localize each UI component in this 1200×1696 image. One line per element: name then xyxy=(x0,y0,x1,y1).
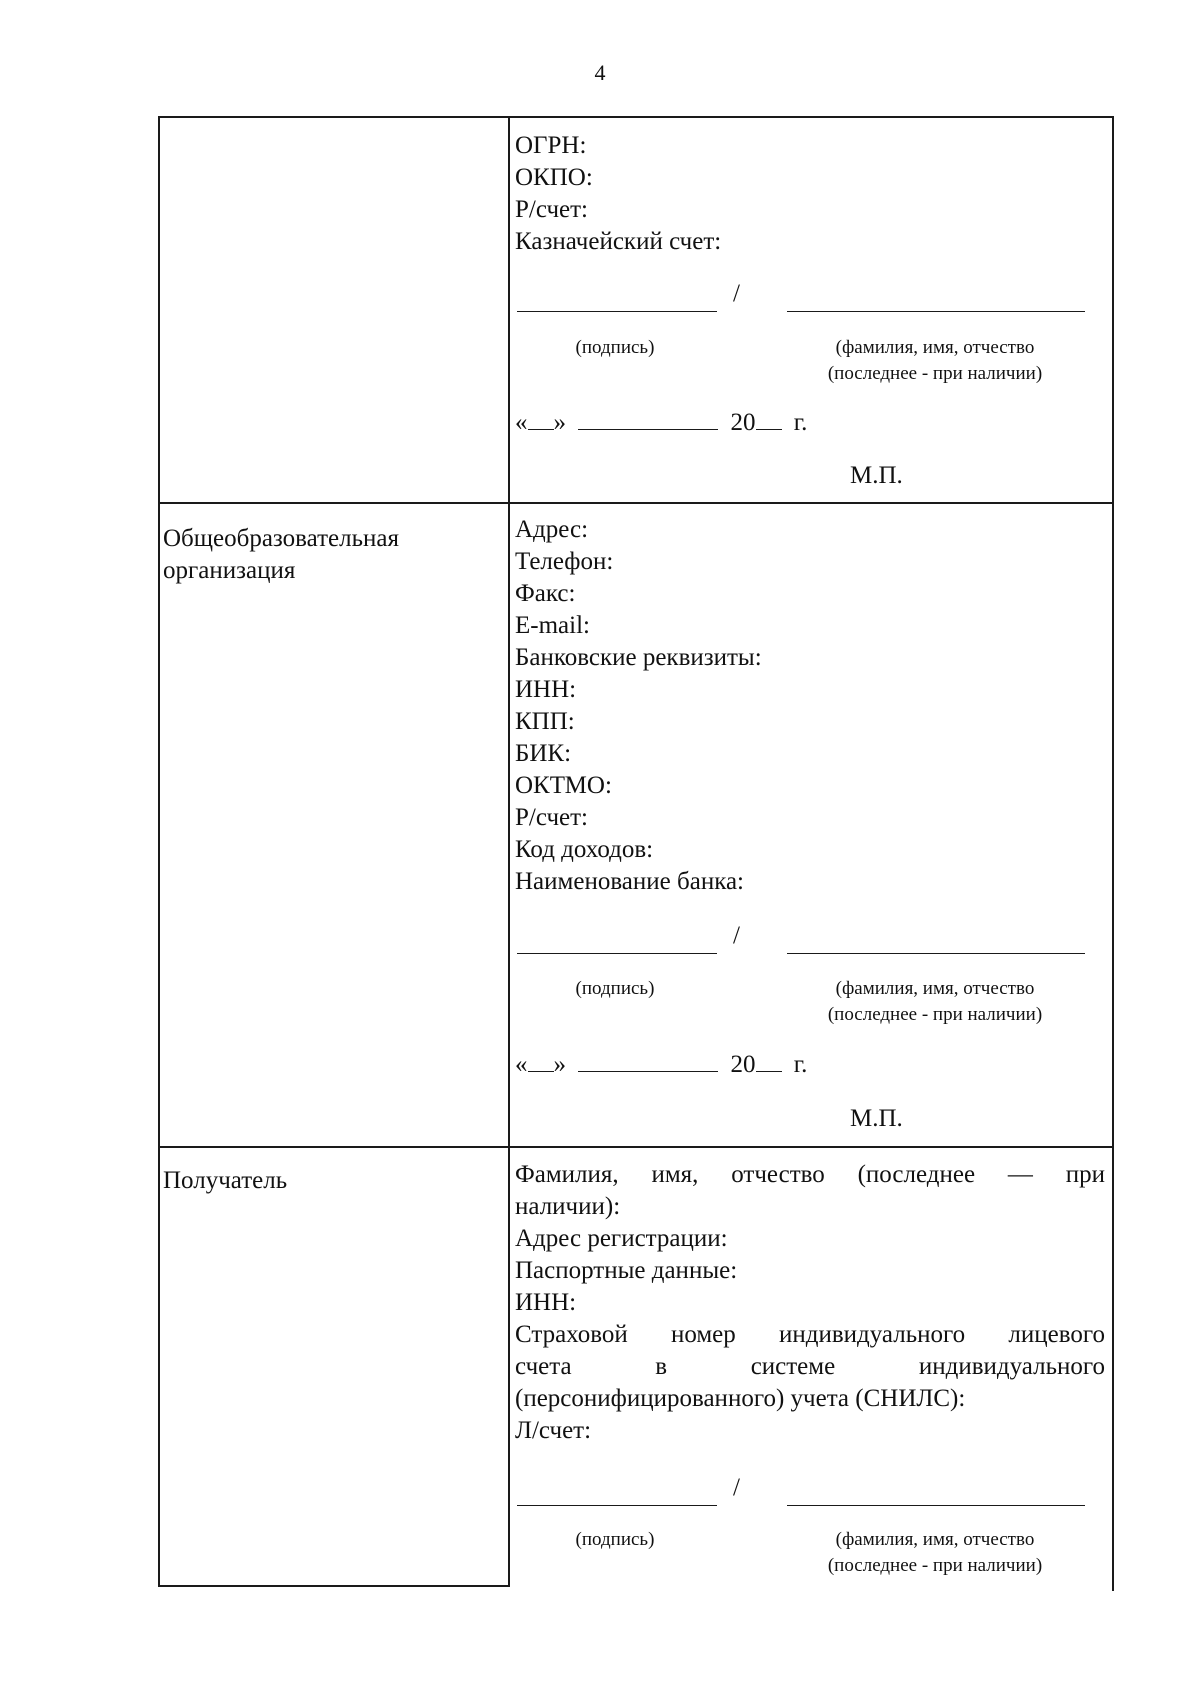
personal-account-field: Л/счет: xyxy=(515,1417,592,1444)
snils-field-line2: счета в системе индивидуального xyxy=(515,1353,1105,1380)
row-divider-2 xyxy=(158,1146,1114,1148)
page-number: 4 xyxy=(594,60,606,85)
income-code-field: Код доходов: xyxy=(515,836,654,863)
fio-field-line1: Фамилия, имя, отчество (последнее — при xyxy=(515,1161,1105,1188)
okpo-field: ОКПО: xyxy=(515,164,593,191)
kpp-field: КПП: xyxy=(515,708,575,735)
fio-field-line2: наличии): xyxy=(515,1193,621,1220)
row3-name-caption: (фамилия, имя, отчество (последнее - при наличии) xyxy=(827,1529,1043,1576)
row-divider-1 xyxy=(158,502,1114,504)
row3-signature-caption: (подпись) xyxy=(575,1529,655,1550)
table-column-divider xyxy=(508,116,510,1587)
row1-signature-line xyxy=(517,311,717,312)
row3-label: Получатель xyxy=(163,1167,288,1194)
row3-signature-line xyxy=(517,1505,717,1506)
phone-field: Телефон: xyxy=(515,548,614,575)
registration-address-field: Адрес регистрации: xyxy=(515,1225,728,1252)
treasury-account-field: Казначейский счет: xyxy=(515,228,722,255)
row2-label: Общеобразовательная организация xyxy=(163,525,399,584)
row1-name-line xyxy=(787,311,1085,312)
row1-date-line: « » 20 г. xyxy=(515,409,808,436)
row2-fields xyxy=(515,514,762,898)
email-field: E-mail: xyxy=(515,612,590,639)
bank-name-field: Наименование банка: xyxy=(515,868,745,895)
fax-field: Факс: xyxy=(515,580,576,607)
row2-date-line: « » 20 г. xyxy=(515,1051,808,1078)
row2-name-line xyxy=(787,953,1085,954)
row2-name-caption: (фамилия, имя, отчество (последнее - при наличии) xyxy=(827,978,1043,1025)
row2-stamp-placeholder: М.П. xyxy=(850,1105,903,1132)
address-field: Адрес: xyxy=(515,516,589,543)
bank-details-field: Банковские реквизиты: xyxy=(515,644,762,671)
row2-signature-caption: (подпись) xyxy=(575,978,655,999)
row3-fields xyxy=(515,1159,1105,1447)
table-left-border xyxy=(158,116,160,1587)
recipient-inn-field: ИНН: xyxy=(515,1289,577,1316)
table-top-border xyxy=(158,116,1114,118)
row3-name-line xyxy=(787,1505,1085,1506)
row1-slash: / xyxy=(733,280,740,307)
passport-field: Паспортные данные: xyxy=(515,1257,738,1284)
row1-fields xyxy=(515,130,721,258)
row1-stamp-placeholder: М.П. xyxy=(850,462,903,489)
row1-signature-caption: (подпись) xyxy=(575,337,655,358)
snils-field-line1: Страховой номер индивидуального лицевого xyxy=(515,1321,1105,1348)
ogrn-field: ОГРН: xyxy=(515,132,587,159)
table-bottom-left-border xyxy=(158,1585,510,1587)
oktmo-field: ОКТМО: xyxy=(515,772,612,799)
snils-field-line3: (персонифицированного) учета (СНИЛС): xyxy=(515,1385,966,1412)
account-field: Р/счет: xyxy=(515,196,588,223)
row2-signature-line xyxy=(517,953,717,954)
row3-slash: / xyxy=(733,1474,740,1501)
row2-slash: / xyxy=(733,922,740,949)
table-right-border xyxy=(1112,116,1114,1591)
account-field-2: Р/счет: xyxy=(515,804,588,831)
bik-field: БИК: xyxy=(515,740,572,767)
row1-name-caption: (фамилия, имя, отчество (последнее - при наличии) xyxy=(827,337,1043,384)
inn-field: ИНН: xyxy=(515,676,577,703)
